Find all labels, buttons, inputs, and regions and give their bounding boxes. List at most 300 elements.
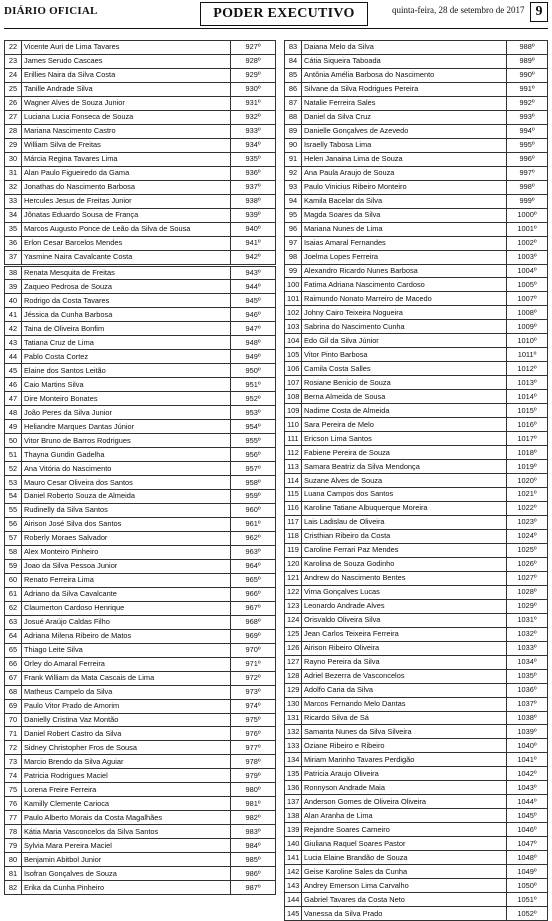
row-number: 32 bbox=[5, 180, 22, 194]
row-number: 111 bbox=[285, 432, 302, 446]
candidate-name: Adriana Milena Ribeiro de Matos bbox=[22, 629, 231, 643]
candidate-name: Thiago Leite Silva bbox=[22, 643, 231, 657]
table-row bbox=[5, 825, 276, 839]
table-row bbox=[5, 138, 276, 152]
table-row bbox=[5, 208, 276, 222]
candidate-name: Jean Carlos Teixeira Ferreira bbox=[302, 627, 507, 641]
row-number: 30 bbox=[5, 152, 22, 166]
classification-position: 988º bbox=[507, 41, 548, 55]
table-row bbox=[5, 420, 276, 434]
classification-position: 969º bbox=[231, 629, 276, 643]
candidate-name: Samara Beatriz da Silva Mendonça bbox=[302, 460, 507, 474]
table-row bbox=[5, 503, 276, 517]
table-row bbox=[285, 460, 548, 474]
classification-position: 1048º bbox=[507, 851, 548, 865]
classification-position: 1035º bbox=[507, 669, 548, 683]
row-number: 132 bbox=[285, 725, 302, 739]
classification-position: 929º bbox=[231, 68, 276, 82]
row-number: 45 bbox=[5, 364, 22, 378]
row-number: 94 bbox=[285, 194, 302, 208]
classification-position: 971º bbox=[231, 657, 276, 671]
candidate-name: Ronnyson Andrade Maia bbox=[302, 781, 507, 795]
row-number: 27 bbox=[5, 110, 22, 124]
table-row bbox=[5, 853, 276, 867]
classification-position: 1019º bbox=[507, 460, 548, 474]
candidate-name: Danielly Cristina Vaz Montão bbox=[22, 713, 231, 727]
classification-position: 1008º bbox=[507, 306, 548, 320]
table-row bbox=[285, 753, 548, 767]
candidate-name: Oziane Ribeiro e Ribeiro bbox=[302, 739, 507, 753]
classification-position: 936º bbox=[231, 166, 276, 180]
classification-position: 1052º bbox=[507, 907, 548, 921]
table-row bbox=[5, 615, 276, 629]
table-row bbox=[5, 741, 276, 755]
row-number: 112 bbox=[285, 446, 302, 460]
row-number: 87 bbox=[285, 96, 302, 110]
row-number: 53 bbox=[5, 476, 22, 490]
table-row bbox=[285, 54, 548, 68]
candidate-name: Josué Araújo Caldas Filho bbox=[22, 615, 231, 629]
candidate-name: Helen Janaina Lima de Souza bbox=[302, 152, 507, 166]
candidate-name: Mariana Nunes de Lima bbox=[302, 222, 507, 236]
candidate-name: Marcio Brendo da Silva Aguiar bbox=[22, 755, 231, 769]
row-number: 70 bbox=[5, 713, 22, 727]
table-row bbox=[285, 725, 548, 739]
row-number: 51 bbox=[5, 448, 22, 462]
table-row bbox=[5, 476, 276, 490]
candidate-name: Antônia Amélia Barbosa do Nascimento bbox=[302, 68, 507, 82]
table-row bbox=[285, 152, 548, 166]
classification-position: 1003º bbox=[507, 250, 548, 264]
candidate-name: Karolina de Souza Godinho bbox=[302, 557, 507, 571]
table-row bbox=[285, 837, 548, 851]
candidate-name: Luciana Lucia Fonseca de Souza bbox=[22, 110, 231, 124]
row-number: 69 bbox=[5, 699, 22, 713]
row-number: 139 bbox=[285, 823, 302, 837]
table-row bbox=[285, 362, 548, 376]
classification-position: 1045º bbox=[507, 809, 548, 823]
candidate-name: Paulo Vitor Prado de Amorim bbox=[22, 699, 231, 713]
table-row bbox=[285, 557, 548, 571]
table-row bbox=[5, 839, 276, 853]
classification-position: 1018º bbox=[507, 446, 548, 460]
table-row bbox=[5, 222, 276, 236]
classification-position: 1021º bbox=[507, 488, 548, 502]
candidate-name: Gabriel Tavares da Costa Neto bbox=[302, 893, 507, 907]
table-row bbox=[5, 194, 276, 208]
classification-table-left bbox=[4, 40, 276, 895]
publication-date: quinta-feira, 28 de setembro de 2017 bbox=[392, 5, 525, 15]
candidate-name: Marcos Augusto Ponce de Leão da Silva de Sousa bbox=[22, 222, 231, 236]
row-number: 100 bbox=[285, 278, 302, 292]
candidate-name: Virna Gonçalves Lucas bbox=[302, 585, 507, 599]
classification-position: 948º bbox=[231, 336, 276, 350]
candidate-name: Vitor Pinto Barbosa bbox=[302, 348, 507, 362]
row-number: 89 bbox=[285, 124, 302, 138]
classification-position: 938º bbox=[231, 194, 276, 208]
candidate-name: Silvane da Silva Rodrigues Pereira bbox=[302, 82, 507, 96]
candidate-name: Lucia Elaine Brandão de Souza bbox=[302, 851, 507, 865]
classification-position: 1009º bbox=[507, 320, 548, 334]
table-row bbox=[285, 404, 548, 418]
classification-position: 1047º bbox=[507, 837, 548, 851]
table-row bbox=[5, 82, 276, 96]
table-row bbox=[285, 907, 548, 921]
classification-position: 985º bbox=[231, 853, 276, 867]
classification-position: 1027º bbox=[507, 571, 548, 585]
candidate-name: Natalie Ferreira Sales bbox=[302, 96, 507, 110]
candidate-name: Sidney Christopher Fros de Sousa bbox=[22, 741, 231, 755]
row-number: 81 bbox=[5, 867, 22, 881]
row-number: 121 bbox=[285, 571, 302, 585]
row-number: 36 bbox=[5, 236, 22, 250]
classification-position: 1039º bbox=[507, 725, 548, 739]
candidate-name: Samanta Nunes da Silva Silveira bbox=[302, 725, 507, 739]
table-row bbox=[5, 336, 276, 350]
classification-position: 1012º bbox=[507, 362, 548, 376]
table-row bbox=[5, 250, 276, 265]
row-number: 116 bbox=[285, 501, 302, 515]
table-row bbox=[5, 881, 276, 895]
classification-position: 1037º bbox=[507, 697, 548, 711]
classification-position: 994º bbox=[507, 124, 548, 138]
table-row bbox=[5, 531, 276, 545]
candidate-name: Roberly Moraes Salvador bbox=[22, 531, 231, 545]
candidate-name: Thayna Gundin Gadelha bbox=[22, 448, 231, 462]
candidate-name: Ricardo Silva de Sá bbox=[302, 711, 507, 725]
page-number: 9 bbox=[530, 2, 548, 22]
classification-position: 974º bbox=[231, 699, 276, 713]
classification-position: 991º bbox=[507, 82, 548, 96]
row-number: 142 bbox=[285, 865, 302, 879]
candidate-name: Cristhian Ribeiro da Costa bbox=[302, 529, 507, 543]
row-number: 43 bbox=[5, 336, 22, 350]
row-number: 37 bbox=[5, 250, 22, 265]
candidate-name: William Silva de Freitas bbox=[22, 138, 231, 152]
candidate-name: Patricia Rodrigues Maciel bbox=[22, 769, 231, 783]
row-number: 143 bbox=[285, 879, 302, 893]
row-number: 98 bbox=[285, 250, 302, 264]
page-header bbox=[0, 0, 552, 30]
table-row bbox=[5, 769, 276, 783]
row-number: 24 bbox=[5, 68, 22, 82]
candidate-name: Fatima Adriana Nascimento Cardoso bbox=[302, 278, 507, 292]
table-row bbox=[285, 641, 548, 655]
row-number: 130 bbox=[285, 697, 302, 711]
classification-position: 982º bbox=[231, 811, 276, 825]
classification-position: 941º bbox=[231, 236, 276, 250]
table-row bbox=[285, 571, 548, 585]
classification-position: 953º bbox=[231, 406, 276, 420]
classification-position: 930º bbox=[231, 82, 276, 96]
classification-position: 1036º bbox=[507, 683, 548, 697]
row-number: 58 bbox=[5, 545, 22, 559]
classification-position: 1040º bbox=[507, 739, 548, 753]
classification-position: 967º bbox=[231, 601, 276, 615]
row-number: 55 bbox=[5, 503, 22, 517]
table-row bbox=[285, 529, 548, 543]
candidate-name: Jonathas do Nascimento Barbosa bbox=[22, 180, 231, 194]
table-row bbox=[5, 406, 276, 420]
row-number: 96 bbox=[285, 222, 302, 236]
row-number: 118 bbox=[285, 529, 302, 543]
row-number: 108 bbox=[285, 390, 302, 404]
row-number: 71 bbox=[5, 727, 22, 741]
row-number: 91 bbox=[285, 152, 302, 166]
row-number: 127 bbox=[285, 655, 302, 669]
classification-position: 997º bbox=[507, 166, 548, 180]
classification-position: 1016º bbox=[507, 418, 548, 432]
row-number: 75 bbox=[5, 783, 22, 797]
table-row bbox=[285, 809, 548, 823]
candidate-name: Cátia Siqueira Taboada bbox=[302, 54, 507, 68]
row-number: 114 bbox=[285, 474, 302, 488]
table-row bbox=[285, 893, 548, 907]
classification-position: 1034º bbox=[507, 655, 548, 669]
row-number: 34 bbox=[5, 208, 22, 222]
classification-position: 1041º bbox=[507, 753, 548, 767]
row-number: 73 bbox=[5, 755, 22, 769]
candidate-name: Leonardo Andrade Alves bbox=[302, 599, 507, 613]
table-row bbox=[5, 180, 276, 194]
row-number: 125 bbox=[285, 627, 302, 641]
row-number: 135 bbox=[285, 767, 302, 781]
table-row bbox=[5, 434, 276, 448]
candidate-name: Edo Gil da Silva Júnior bbox=[302, 334, 507, 348]
row-number: 49 bbox=[5, 420, 22, 434]
row-number: 109 bbox=[285, 404, 302, 418]
classification-position: 954º bbox=[231, 420, 276, 434]
candidate-name: Luana Campos dos Santos bbox=[302, 488, 507, 502]
table-row bbox=[5, 671, 276, 685]
row-number: 64 bbox=[5, 629, 22, 643]
classification-position: 1015º bbox=[507, 404, 548, 418]
table-row bbox=[285, 543, 548, 557]
table-row bbox=[285, 767, 548, 781]
table-row bbox=[285, 446, 548, 460]
classification-position: 1042º bbox=[507, 767, 548, 781]
candidate-name: Berna Almeida de Sousa bbox=[302, 390, 507, 404]
classification-position: 943º bbox=[231, 265, 276, 280]
row-number: 39 bbox=[5, 280, 22, 294]
table-row bbox=[285, 711, 548, 725]
row-number: 90 bbox=[285, 138, 302, 152]
classification-position: 1014º bbox=[507, 390, 548, 404]
table-row bbox=[285, 627, 548, 641]
candidate-name: Renata Mesquita de Freitas bbox=[22, 265, 231, 280]
row-number: 47 bbox=[5, 392, 22, 406]
classification-position: 1000º bbox=[507, 208, 548, 222]
candidate-name: Joao da Silva Pessoa Junior bbox=[22, 559, 231, 573]
candidate-name: Rosiane Benicio de Souza bbox=[302, 376, 507, 390]
row-number: 99 bbox=[285, 264, 302, 278]
table-row bbox=[5, 448, 276, 462]
classification-position: 970º bbox=[231, 643, 276, 657]
table-row bbox=[5, 68, 276, 82]
row-number: 31 bbox=[5, 166, 22, 180]
candidate-name: Rudinelly da Silva Santos bbox=[22, 503, 231, 517]
row-number: 138 bbox=[285, 809, 302, 823]
table-row bbox=[5, 166, 276, 180]
row-number: 144 bbox=[285, 893, 302, 907]
classification-position: 1011º bbox=[507, 348, 548, 362]
row-number: 82 bbox=[5, 881, 22, 895]
row-number: 123 bbox=[285, 599, 302, 613]
table-row bbox=[285, 585, 548, 599]
classification-position: 962º bbox=[231, 531, 276, 545]
row-number: 140 bbox=[285, 837, 302, 851]
classification-position: 960º bbox=[231, 503, 276, 517]
table-row bbox=[285, 655, 548, 669]
classification-position: 1029º bbox=[507, 599, 548, 613]
classification-position: 972º bbox=[231, 671, 276, 685]
row-number: 102 bbox=[285, 306, 302, 320]
candidate-name: Kamilly Clemente Carioca bbox=[22, 797, 231, 811]
candidate-name: Erlon Cesar Barcelos Mendes bbox=[22, 236, 231, 250]
table-row bbox=[285, 110, 548, 124]
classification-position: 1025º bbox=[507, 543, 548, 557]
classification-position: 968º bbox=[231, 615, 276, 629]
candidate-name: Magda Soares da Silva bbox=[302, 208, 507, 222]
table-row bbox=[285, 320, 548, 334]
table-row bbox=[285, 124, 548, 138]
classification-position: 1038º bbox=[507, 711, 548, 725]
candidate-name: Alan Paulo Figueiredo da Gama bbox=[22, 166, 231, 180]
candidate-name: Anderson Gomes de Oliveira Oliveira bbox=[302, 795, 507, 809]
candidate-name: Kátia Maria Vasconcelos da Silva Santos bbox=[22, 825, 231, 839]
row-number: 52 bbox=[5, 462, 22, 476]
classification-position: 1007º bbox=[507, 292, 548, 306]
table-row bbox=[285, 823, 548, 837]
table-row bbox=[285, 781, 548, 795]
table-row bbox=[285, 82, 548, 96]
table-row bbox=[5, 308, 276, 322]
classification-position: 957º bbox=[231, 462, 276, 476]
table-row bbox=[5, 685, 276, 699]
table-row bbox=[285, 739, 548, 753]
row-number: 113 bbox=[285, 460, 302, 474]
row-number: 25 bbox=[5, 82, 22, 96]
candidate-name: Ana Paula Araujo de Souza bbox=[302, 166, 507, 180]
candidate-name: Erillies Naira da Silva Costa bbox=[22, 68, 231, 82]
table-row bbox=[285, 194, 548, 208]
classification-position: 986º bbox=[231, 867, 276, 881]
table-row bbox=[285, 851, 548, 865]
classification-position: 1022º bbox=[507, 501, 548, 515]
classification-position: 1028º bbox=[507, 585, 548, 599]
row-number: 74 bbox=[5, 769, 22, 783]
table-row bbox=[5, 643, 276, 657]
header-divider bbox=[4, 28, 548, 29]
row-number: 95 bbox=[285, 208, 302, 222]
classification-position: 964º bbox=[231, 559, 276, 573]
classification-position: 1010º bbox=[507, 334, 548, 348]
table-row bbox=[285, 166, 548, 180]
candidate-name: Vicente Auri de Lima Tavares bbox=[22, 41, 231, 55]
classification-position: 1013º bbox=[507, 376, 548, 390]
table-row bbox=[285, 669, 548, 683]
table-row bbox=[5, 280, 276, 294]
candidate-name: Raimundo Nonato Marreiro de Macedo bbox=[302, 292, 507, 306]
candidate-name: Sylvia Mara Pereira Maciel bbox=[22, 839, 231, 853]
row-number: 92 bbox=[285, 166, 302, 180]
table-row bbox=[285, 795, 548, 809]
candidate-name: Daniel Robert Castro da Silva bbox=[22, 727, 231, 741]
table-row bbox=[285, 515, 548, 529]
row-number: 77 bbox=[5, 811, 22, 825]
row-number: 115 bbox=[285, 488, 302, 502]
candidate-name: Orley do Amaral Ferreira bbox=[22, 657, 231, 671]
candidate-name: Alan Aranha de Lima bbox=[302, 809, 507, 823]
classification-position: 1031º bbox=[507, 613, 548, 627]
row-number: 57 bbox=[5, 531, 22, 545]
table-row bbox=[5, 350, 276, 364]
classification-position: 999º bbox=[507, 194, 548, 208]
classification-position: 927º bbox=[231, 41, 276, 55]
table-row bbox=[5, 713, 276, 727]
candidate-name: Sara Pereira de Melo bbox=[302, 418, 507, 432]
table-row bbox=[5, 755, 276, 769]
classification-position: 956º bbox=[231, 448, 276, 462]
classification-position: 996º bbox=[507, 152, 548, 166]
table-row bbox=[285, 879, 548, 893]
candidate-name: Hercules Jesus de Freitas Junior bbox=[22, 194, 231, 208]
candidate-name: Jônatas Eduardo Sousa de França bbox=[22, 208, 231, 222]
table-row bbox=[5, 657, 276, 671]
classification-position: 976º bbox=[231, 727, 276, 741]
row-number: 119 bbox=[285, 543, 302, 557]
row-number: 50 bbox=[5, 434, 22, 448]
row-number: 48 bbox=[5, 406, 22, 420]
row-number: 83 bbox=[285, 41, 302, 55]
row-number: 28 bbox=[5, 124, 22, 138]
row-number: 120 bbox=[285, 557, 302, 571]
row-number: 79 bbox=[5, 839, 22, 853]
classification-position: 928º bbox=[231, 54, 276, 68]
classification-position: 966º bbox=[231, 587, 276, 601]
candidate-name: Marcos Fernando Melo Dantas bbox=[302, 697, 507, 711]
candidate-name: Caroline Ferrari Paz Mendes bbox=[302, 543, 507, 557]
candidate-name: Isaias Amaral Fernandes bbox=[302, 236, 507, 250]
row-number: 88 bbox=[285, 110, 302, 124]
candidate-name: Yasmine Naira Cavalcante Costa bbox=[22, 250, 231, 265]
classification-position: 977º bbox=[231, 741, 276, 755]
table-row bbox=[285, 96, 548, 110]
row-number: 44 bbox=[5, 350, 22, 364]
row-number: 101 bbox=[285, 292, 302, 306]
table-row bbox=[285, 501, 548, 515]
classification-position: 944º bbox=[231, 280, 276, 294]
table-row bbox=[5, 867, 276, 881]
candidate-name: Daniel Roberto Souza de Almeida bbox=[22, 490, 231, 504]
classification-position: 1049º bbox=[507, 865, 548, 879]
candidate-name: Elaine dos Santos Leitão bbox=[22, 364, 231, 378]
table-row bbox=[5, 587, 276, 601]
classification-position: 990º bbox=[507, 68, 548, 82]
row-number: 131 bbox=[285, 711, 302, 725]
classification-position: 975º bbox=[231, 713, 276, 727]
row-number: 136 bbox=[285, 781, 302, 795]
row-number: 97 bbox=[285, 236, 302, 250]
candidate-name: Israelly Tabosa Lima bbox=[302, 138, 507, 152]
table-row bbox=[5, 378, 276, 392]
table-row bbox=[285, 474, 548, 488]
candidate-name: Ana Vitória do Nascimento bbox=[22, 462, 231, 476]
table-row bbox=[5, 462, 276, 476]
candidate-name: Márcia Regina Tavares Lima bbox=[22, 152, 231, 166]
candidate-name: Danielle Gonçalves de Azevedo bbox=[302, 124, 507, 138]
classification-position: 993º bbox=[507, 110, 548, 124]
